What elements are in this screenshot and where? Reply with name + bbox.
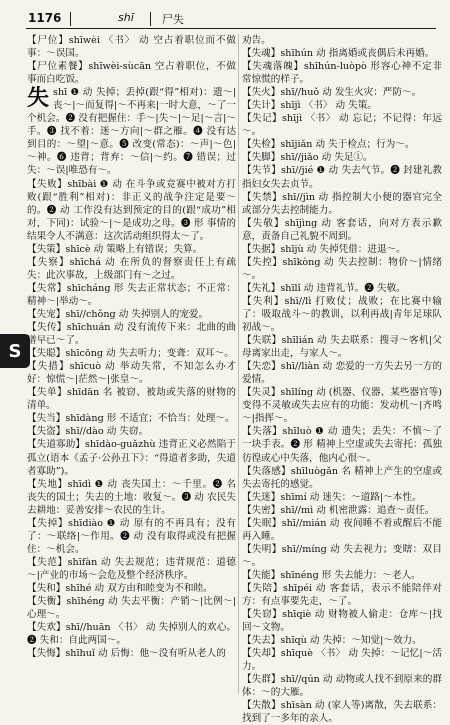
header-divider — [70, 12, 71, 26]
entry: 【失恋】shī//liàn 动 恋爱的一方失去另一方的爱情。 — [242, 361, 442, 386]
page-number: 1176 — [28, 11, 62, 25]
entry: 【失散】shīsàn 动 (家人等)离散，失去联系：找到了一多年的亲人。 — [242, 700, 442, 725]
entry: 【失落感】shīluògǎn 名 精神上产生的空虚或失去寄托的感觉。 — [242, 465, 442, 490]
entry: 【失火】shī//huǒ 动 发生火灾：严防～。 — [242, 87, 422, 99]
entry: 【失记】shījì 〈书〉 动 忘记；不记得：年远～。 — [242, 113, 442, 138]
header-divider — [150, 12, 151, 26]
entry: 【失和】shīhé 动 双方由和睦变为不和睦。 — [27, 582, 213, 594]
entry: 【失窃】shīqiè 动 财物被人偷走：仓库～|找回～文物。 — [242, 609, 442, 634]
header-pinyin: shī — [118, 11, 134, 24]
entry: 【失节】shī//jié ❶ 动 失去气节。❷ 封建礼教指妇女失去贞节。 — [242, 165, 442, 190]
head-entry — [27, 86, 236, 177]
entry: 【失聪】shīcōng 动 失去听力；变聋：双耳～。 — [27, 348, 234, 360]
section-thumb-tab: S — [0, 334, 30, 368]
right-column — [242, 34, 442, 725]
entry: 【失陪】shīpéi 动 客套话，表示不能陪伴对方：有点事要先走，～了。 — [242, 582, 442, 608]
entry: 【失密】shī//mì 动 机密泄露：追查～责任。 — [242, 504, 435, 516]
entry: 【失迷】shīmí 动 迷失：～道路|～本性。 — [242, 491, 422, 503]
entry: 【失能】shīnéng 形 失去能力：～老人。 — [242, 569, 421, 581]
entry: 【失范】shīfàn 动 失去规范；违背规范：道德～|产业的市场～会危及整个经济秩序。 — [27, 556, 236, 581]
big-headword: 失 — [27, 86, 50, 112]
column-divider — [238, 34, 239, 694]
entry: 【失败】shībài ❶ 动 在斗争或竞赛中被对方打败(跟“胜利”相对)：非正义的战争注定是要～的。❷ 动 工作没有达到预定的目的(跟“成功”相对，下同)：试验～|～是成功之母。❸ 形 事情的结果令人不满意：这次活动组织得太～了。 — [27, 178, 236, 242]
entry: 【失察】shīchá 动 在所负的督察责任上有疏失：此次事故，上级部门有～之过。 — [27, 256, 236, 281]
entry: 【失利】shī//lì 打败仗；战败；在比赛中输了：吸取战斗～的教训，以利再战|青年足球队初战～。 — [242, 295, 442, 334]
entry: 【失禁】shī//jìn 动 指控制大小便的器官完全或部分失去控制能力。 — [242, 191, 442, 216]
entry: 【失检】shījiǎn 动 失于检点；行为～。 — [242, 139, 415, 151]
entry: 劝告。 — [242, 35, 271, 46]
entry: 【失衡】shīhéng 动 失去平衡：产销～|比例～|心理～。 — [27, 596, 236, 621]
entry: 【失宠】shī//chǒng 动 失掉别人的宠爱。 — [27, 308, 209, 320]
entry: 【失联】shīlián 动 失去联系：搜寻～客机|父母离家出走，与家人～。 — [242, 335, 442, 360]
entry: 【失据】shījù 动 失掉凭借：进退～。 — [242, 243, 406, 255]
entry: 【失盗】shī//dào 动 失窃。 — [27, 426, 149, 438]
entry: 【失控】shīkòng 动 失去控制：物价～|情绪～。 — [242, 256, 442, 281]
entry: 【失欢】shī//huān 〈书〉 动 失掉别人的欢心。❷ 失和：自此两国～。 — [27, 622, 236, 647]
entry: 【尸位素餐】shīwèi-sùcān 空占着职位，不做事而白吃饭。 — [27, 61, 236, 86]
entry: 【失却】shīquè 〈书〉 动 失掉：～记忆|～活力。 — [242, 648, 442, 673]
entry: 【失去】shīqù 动 失掉：～知觉|～效力。 — [242, 635, 422, 647]
page-header — [26, 10, 436, 29]
entry: 【失敬】shījìng 动 客套话，向对方表示歉意，责备自己礼貌不周到。 — [242, 217, 442, 242]
entry: 【失灵】shīlíng 动 (机器、仪器、某些器官等)变得不灵敏或失去应有的功能：发动机～|齐鸣～|指挥～。 — [242, 387, 442, 425]
entry: 【失明】shī//míng 动 失去视力；变瞎：双目～。 — [242, 543, 442, 568]
entry: 【失眠】shī//mián 动 夜间睡不着或醒后不能再入睡。 — [242, 517, 442, 542]
entry: 【失魂落魄】shīhún-luòpò 形容心神不定非常惊慌的样子。 — [242, 61, 442, 86]
entry: 【失常】shīcháng 形 失去正常状态；不正常：精神～|举动～。 — [27, 282, 236, 307]
entry-text: shī ❶ 动 失掉；丢掉(跟“得”相对)：遗～|丧～|～而复得|～不再来|一时大意，～了一个机会。❷ 没有把握住：手～|失～|～足|～言|～手。❸ 找不着：迷～方向|～群之雁。❹ 没有达到目的：～望|～意。❺ 改变(常态)：～声|～色|～神。❻ 违背；背弃：～信|～约。❼ 错误；过失：～误|唯恐有～。 — [27, 87, 236, 177]
entry: 【失魂】shīhún 动 指离婚或丧偶后未再婚。 — [242, 48, 435, 60]
entry: 【尸位】shīwèi 〈书〉 动 空占着职位而不做事：～误国。 — [27, 35, 236, 60]
entry: 【失措】shīcuò 动 举动失常，不知怎么办才好：惊慌～|茫然～|张皇～。 — [27, 361, 236, 386]
entry: 【失落】shīluò ❶ 动 遗失；丢失：不慎～了一块手表。❷ 形 精神上空虚或失去寄托：孤独彷徨或心中失落，他内心很～。 — [242, 426, 442, 464]
entry: 【失脚】shī//jiǎo 动 失足①。 — [242, 152, 373, 164]
entry: 【失传】shīchuán 动 没有流传下来：北曲的曲谱早已～了。 — [27, 322, 236, 347]
left-column — [27, 34, 236, 660]
header-hanzi: 尸失 — [162, 13, 184, 26]
entry: 【失掉】shīdiào ❶ 动 原有的不再具有；没有了：～联络|～作用。❷ 动 没有取得或没有把握住：～机会。 — [27, 517, 236, 555]
entry: 【失计】shījì 〈书〉 动 失策。 — [242, 100, 377, 112]
entry: 【失悔】shīhuǐ 动 后悔：他～没有听从老人的 — [27, 648, 226, 660]
entry: 【失当】shīdàng 形 不适宜；不恰当：处理～。 — [27, 413, 235, 425]
entry: 【失地】shīdì ❶ 动 丧失国土：～千里。❷ 名 丧失的国土；失去的土地：收复～。❸ 动 农民失去耕地：妥善安排～农民的生计。 — [27, 478, 236, 516]
entry: 【失策】shīcè 动 策略上有错误；失算。 — [27, 243, 203, 255]
entry: 【失礼】shīlǐ 动 违背礼节。❷ 失敬。 — [242, 282, 406, 294]
entry: 【失群】shī//qún 动 动物或人找不到原来的群体：～的大雁。 — [242, 674, 442, 699]
entry: 【失单】shīdān 名 被窃、被劫或失落的财物的清单。 — [27, 387, 236, 412]
entry: 【失道寡助】shīdào-guǎzhù 违背正义必然陷于孤立(语本《孟子·公孙丑下》：“得道者多助，失道者寡助”)。 — [27, 439, 236, 477]
